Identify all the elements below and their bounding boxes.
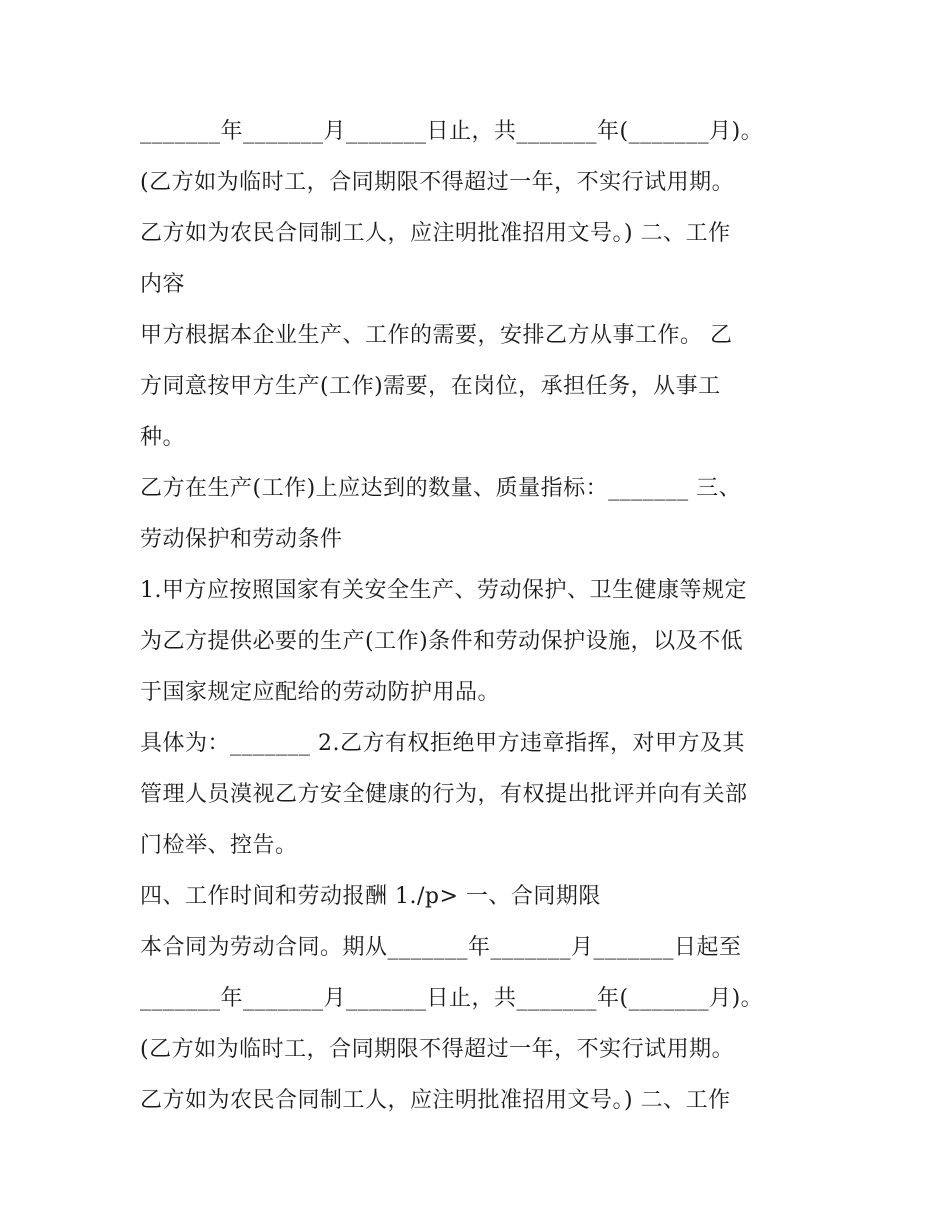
text-line: 内容: [140, 272, 186, 297]
text-line: 为乙方提供必要的生产(工作)条件和劳动保护设施，以及不低: [140, 629, 744, 654]
text-line: 于国家规定应配给的劳动防护用品。: [140, 680, 501, 705]
text-line: (乙方如为临时工，合同期限不得超过一年，不实行试用期。: [140, 1037, 735, 1062]
text-line: 四、工作时间和劳动报酬 1./p> 一、合同期限: [140, 884, 601, 909]
text-line: 乙方如为农民合同制工人，应注明批准招用文号。) 二、工作: [140, 1088, 731, 1113]
document-body: [140, 106, 820, 1126]
text-line: 本合同为劳动合同。期从_______年_______月_______日起至: [140, 935, 742, 960]
text-line: 劳动保护和劳动条件: [140, 527, 343, 552]
text-line: 具体为：_______ 2.乙方有权拒绝甲方违章指挥，对甲方及其: [140, 731, 745, 756]
text-line: 乙方如为农民合同制工人，应注明批准招用文号。) 二、工作: [140, 221, 731, 246]
text-line: 种。: [140, 425, 186, 450]
text-line: 甲方根据本企业生产、工作的需要，安排乙方从事工作。 乙: [140, 323, 733, 348]
text-line: 管理人员漠视乙方安全健康的行为，有权提出批评并向有关部: [140, 782, 748, 807]
text-line: _______年_______月_______日止，共_______年(_______月)。: [140, 119, 764, 144]
text-line: (乙方如为临时工，合同期限不得超过一年，不实行试用期。: [140, 170, 735, 195]
text-line: 门检举、控告。: [140, 833, 298, 858]
text-line: _______年_______月_______日止，共_______年(_______月)。: [140, 986, 764, 1011]
text-line: 乙方在生产(工作)上应达到的数量、质量指标：_______ 三、: [140, 476, 742, 501]
text-line: 方同意按甲方生产(工作)需要，在岗位，承担任务，从事工: [140, 374, 721, 399]
text-line: 1.甲方应按照国家有关安全生产、劳动保护、卫生健康等规定: [140, 578, 747, 603]
